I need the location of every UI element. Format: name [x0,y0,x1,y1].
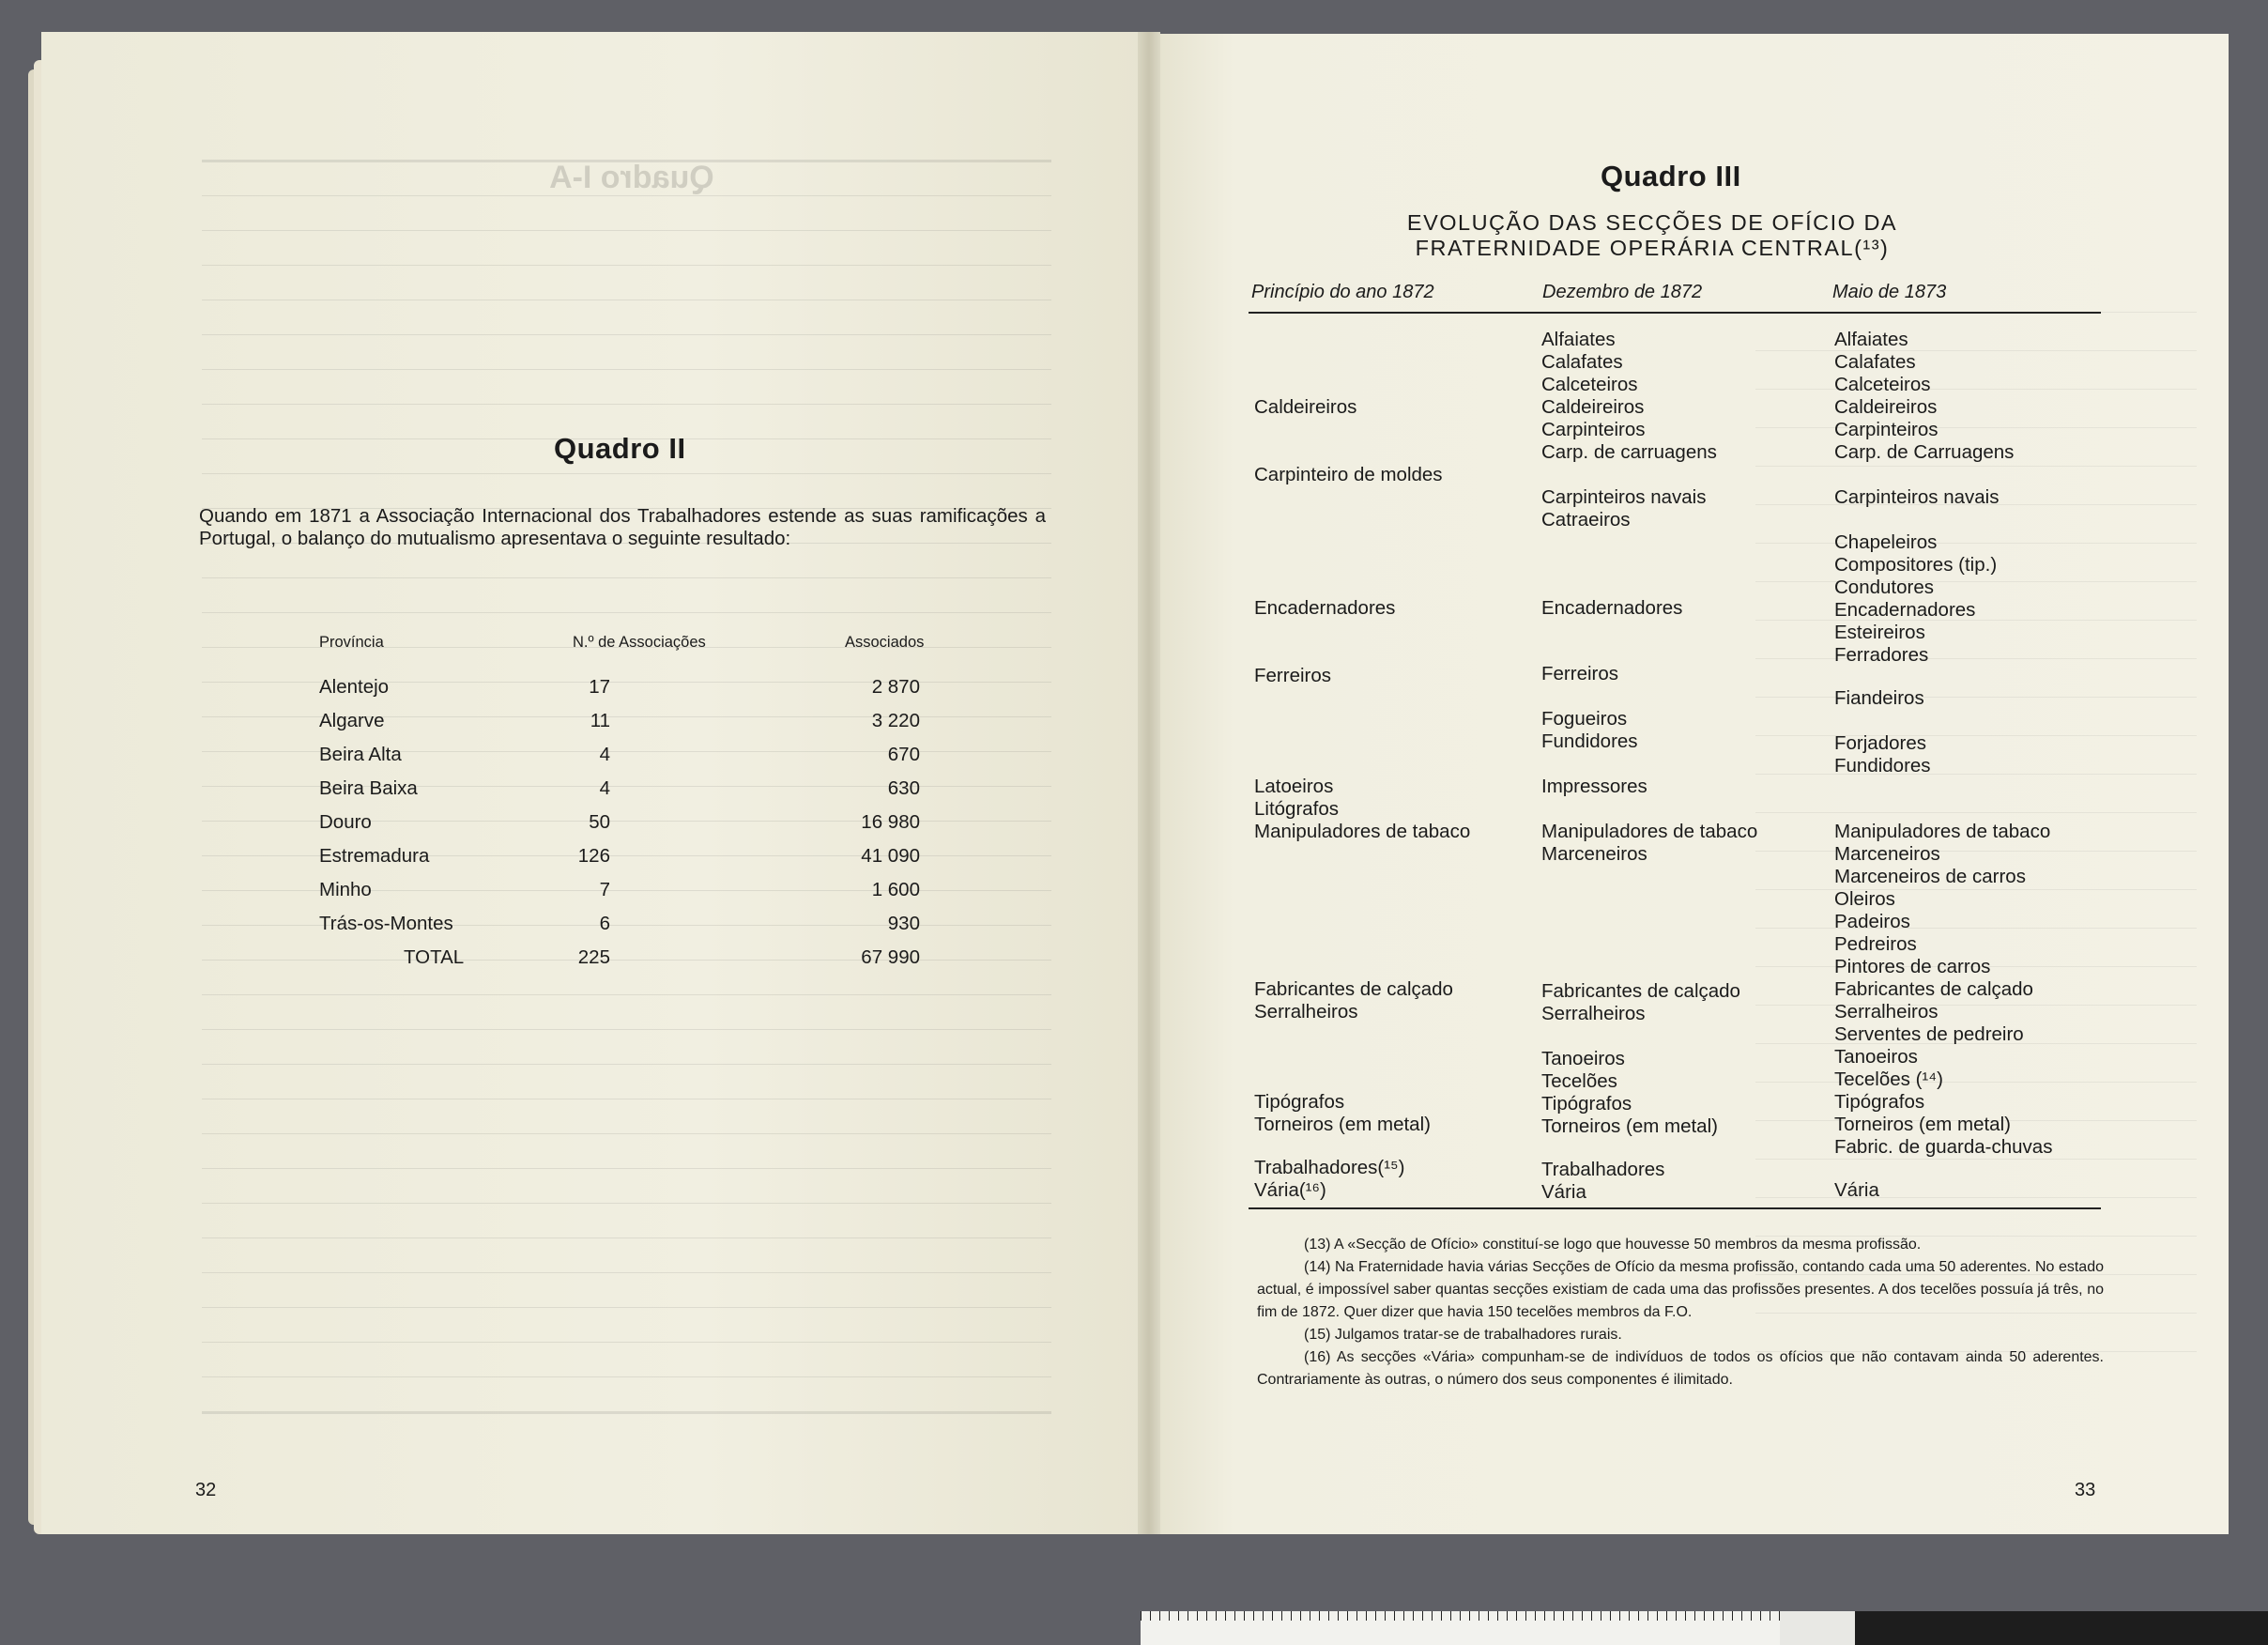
book-spine [1138,32,1160,1534]
list-item: Tipógrafos [1834,1091,1925,1113]
list-item: Carpinteiro de moldes [1254,464,1443,485]
province: TOTAL [404,946,465,968]
province: Trás-os-Montes [319,913,453,934]
province: Minho [319,879,372,900]
list-item: Ferreiros [1541,663,1619,684]
associations: 6 [599,913,610,934]
list-item: Compositores (tip.) [1834,554,1998,576]
column-header-1: Princípio do ano 1872 [1251,282,1434,302]
list-item: Manipuladores de tabaco [1834,821,2051,842]
list-item: Fabricantes de calçado [1254,978,1453,1000]
province: Estremadura [319,845,430,867]
footnote: (13) A «Secção de Ofício» constituí-se logo que houvesse 50 membros da mesma profissão. [1304,1237,1922,1253]
show-through-title: Quadro I-A [549,160,714,195]
list-item: Vária(¹⁶) [1254,1179,1326,1201]
list-item: Trabalhadores(¹⁵) [1254,1157,1405,1178]
footnotes [1257,1234,2104,1391]
list-item: Serralheiros [1541,1003,1646,1024]
list-item: Latoeiros [1254,776,1334,797]
list-item: Caldeireiros [1834,396,1938,418]
quadro-iii-title: Quadro III [1601,160,1741,192]
quadro-ii-title: Quadro II [554,432,686,465]
list-item: Calceteiros [1541,374,1638,395]
associations: 225 [577,946,610,968]
list-item: Chapeleiros [1834,531,1938,553]
list-item: Fogueiros [1541,708,1628,730]
list-item: Fabricantes de calçado [1834,978,2033,1000]
list-item: Marceneiros de carros [1834,866,2026,887]
list-item: Padeiros [1834,911,1910,932]
table-subtitle [1324,210,1981,261]
subtitle-line-2: FRATERNIDADE OPERÁRIA CENTRAL(¹³) [1415,236,1890,260]
members: 630 [887,777,920,799]
list-item: Manipuladores de tabaco [1254,821,1471,842]
members: 1 600 [871,879,920,900]
footnote: (14) Na Fraternidade havia várias Secções de Ofício da mesma profissão, contando cada uma 50 aderentes. No estado actual, é impossível saber quantas secções existiam de cada uma das profissões presentes. A dos tecelões possuía já três, no fim de 1872. Quer dizer que havia 150 tecelões membros da F.O. [1257,1259,2104,1320]
measurement-ruler [1141,1611,2268,1645]
list-item: Serralheiros [1834,1001,1939,1022]
list-item: Carpinteiros [1541,419,1646,440]
header-members: Associados [845,634,925,651]
header-province: Província [319,634,384,651]
footnote: (15) Julgamos tratar-se de trabalhadores rurais. [1304,1327,1622,1343]
list-item: Carpinteiros navais [1541,486,1707,508]
table-total-row [319,946,920,980]
list-item: Encadernadores [1541,597,1683,619]
list-item: Torneiros (em metal) [1541,1115,1718,1137]
column-header-3: Maio de 1873 [1832,282,1947,302]
page-number-right: 33 [2075,1480,2096,1500]
province: Beira Alta [319,744,402,765]
intro-paragraph: Quando em 1871 a Associação Internacional dos Trabalhadores estende as suas ramificações a Portugal, o balanço do mutualismo apresentava o seguinte resultado: [199,505,1046,549]
list-item: Serventes de pedreiro [1834,1023,2024,1045]
province: Douro [319,811,372,833]
associations: 4 [599,744,610,765]
list-item: Impressores [1541,776,1647,797]
members: 670 [887,744,920,765]
list-item: Trabalhadores [1541,1159,1665,1180]
list-item: Carpinteiros [1834,419,1939,440]
list-item: Oleiros [1834,888,1895,910]
list-item: Calafates [1541,351,1623,373]
list-item: Carp. de carruagens [1541,441,1717,463]
list-item: Fiandeiros [1834,687,1924,709]
list-item: Pedreiros [1834,933,1917,955]
associations: 11 [590,710,610,731]
members: 2 870 [871,676,920,698]
associations: 50 [589,811,610,833]
list-item: Marceneiros [1834,843,1940,865]
footer-rule [1249,1207,2101,1209]
page-number-left: 32 [195,1480,217,1500]
list-item: Serralheiros [1254,1001,1358,1022]
list-item: Esteireiros [1834,622,1925,643]
list-item: Calafates [1834,351,1916,373]
associations: 7 [599,879,610,900]
list-item: Ferradores [1834,644,1929,666]
list-item: Caldeireiros [1541,396,1645,418]
list-item: Litógrafos [1254,798,1340,820]
table-row [319,811,920,845]
members: 67 990 [861,946,920,968]
members: 41 090 [861,845,920,867]
table-row [319,845,920,879]
table-row [319,710,920,744]
table-row [319,676,920,710]
list-item: Forjadores [1834,732,1926,754]
list-item: Calceteiros [1834,374,1931,395]
list-item: Vária [1834,1179,1879,1201]
list-item: Fundidores [1834,755,1931,776]
table-row [319,913,920,946]
associations: 17 [589,676,610,698]
list-item: Torneiros (em metal) [1834,1114,2011,1135]
list-item: Tanoeiros [1834,1046,1918,1068]
footnote: (16) As secções «Vária» compunham-se de indivíduos de todos os ofícios que não contavam ainda 50 aderentes. Contrariamente às outras, o número dos seus componentes é ilimitado. [1257,1349,2104,1388]
list-item: Fabric. de guarda-chuvas [1834,1136,2053,1158]
province: Beira Baixa [319,777,418,799]
list-item: Fundidores [1541,730,1638,752]
table-row [319,879,920,913]
list-item: Alfaiates [1541,329,1616,350]
associations: 4 [599,777,610,799]
list-item: Alfaiates [1834,329,1908,350]
header-rule [1249,312,2101,314]
list-item: Tipógrafos [1541,1093,1632,1115]
subtitle-line-1: EVOLUÇÃO DAS SECÇÕES DE OFÍCIO DA [1406,210,1898,235]
list-item: Torneiros (em metal) [1254,1114,1431,1135]
list-item: Catraeiros [1541,509,1631,530]
column-header-2: Dezembro de 1872 [1542,282,1703,302]
list-item: Tanoeiros [1541,1048,1625,1069]
table-row [319,744,920,777]
list-item: Encadernadores [1254,597,1396,619]
list-item: Encadernadores [1834,599,1976,621]
list-item: Vária [1541,1181,1586,1203]
list-item: Marceneiros [1541,843,1647,865]
list-item: Ferreiros [1254,665,1332,686]
list-item: Tipógrafos [1254,1091,1345,1113]
province: Algarve [319,710,385,731]
list-item: Fabricantes de calçado [1541,980,1740,1002]
list-item: Manipuladores de tabaco [1541,821,1758,842]
list-item: Tecelões (¹⁴) [1834,1068,1943,1090]
list-item: Tecelões [1541,1070,1617,1092]
members: 3 220 [871,710,920,731]
header-associations: N.º de Associações [573,634,706,651]
members: 16 980 [861,811,920,833]
list-item: Condutores [1834,577,1934,598]
members: 930 [887,913,920,934]
list-item: Caldeireiros [1254,396,1357,418]
province: Alentejo [319,676,390,698]
list-item: Carpinteiros navais [1834,486,2000,508]
table-row [319,777,920,811]
list-item: Pintores de carros [1834,956,1991,977]
list-item: Carp. de Carruagens [1834,441,2015,463]
associations: 126 [577,845,610,867]
